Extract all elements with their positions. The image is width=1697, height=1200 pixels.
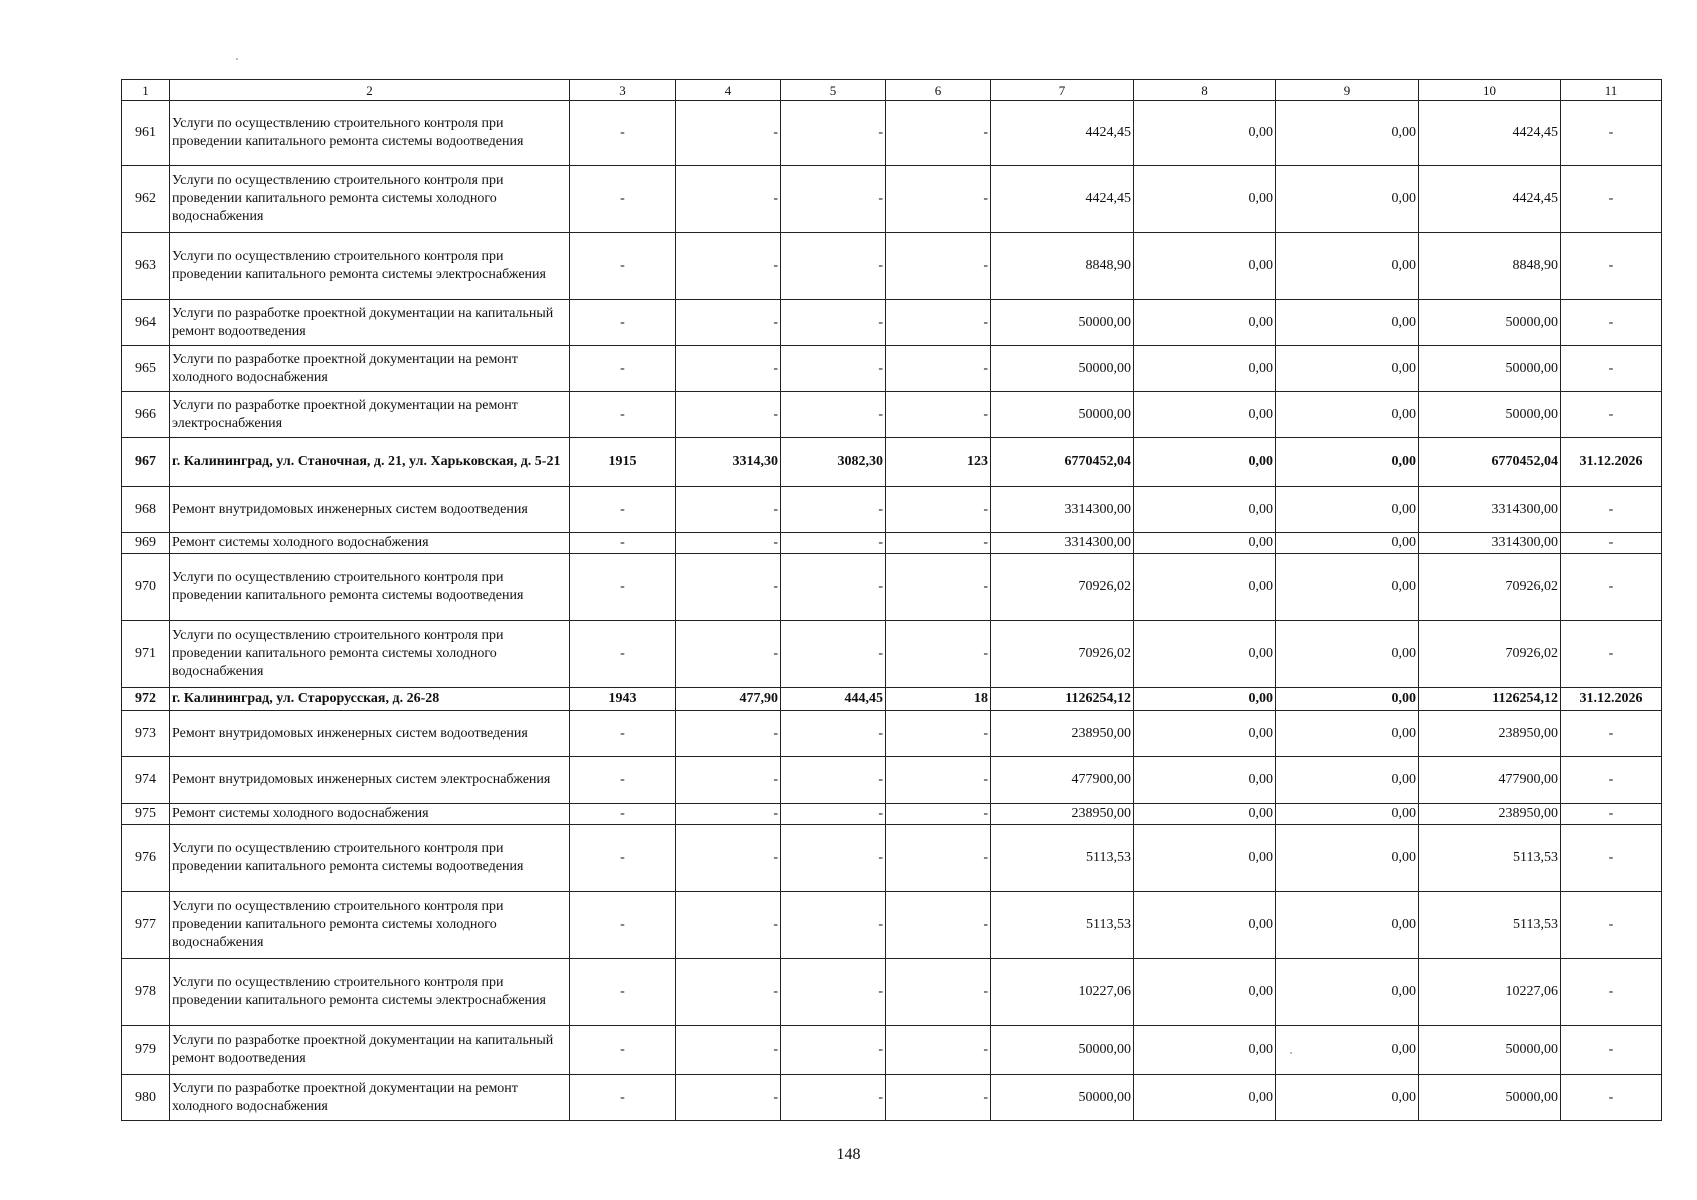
row-number: 965: [122, 346, 170, 392]
cell-col5: -: [781, 101, 886, 166]
cell-col11: -: [1561, 959, 1662, 1026]
row-description: Услуги по разработке проектной документации на капитальный ремонт водоотведения: [170, 300, 570, 346]
cell-col8: 0,00: [1134, 101, 1276, 166]
cell-col5: -: [781, 959, 886, 1026]
row-number: 976: [122, 825, 170, 892]
cell-col3: -: [570, 825, 676, 892]
row-description: Услуги по разработке проектной документации на ремонт холодного водоснабжения: [170, 346, 570, 392]
row-number: 968: [122, 487, 170, 533]
cell-col4: 477,90: [676, 688, 781, 711]
cell-col8: 0,00: [1134, 554, 1276, 621]
cell-col8: 0,00: [1134, 346, 1276, 392]
cell-col10: 238950,00: [1419, 711, 1561, 757]
cell-col10: 238950,00: [1419, 804, 1561, 825]
cell-col9: 0,00: [1276, 1075, 1419, 1121]
row-description: Услуги по осуществлению строительного контроля при проведении капитального ремонта системы водоотведения: [170, 101, 570, 166]
cell-col3: -: [570, 392, 676, 438]
cell-col6: -: [886, 825, 991, 892]
table-row: [122, 346, 1662, 392]
cell-col7: 50000,00: [991, 1026, 1134, 1075]
cell-col9: 0,00: [1276, 101, 1419, 166]
cell-col11: -: [1561, 804, 1662, 825]
cell-col5: 3082,30: [781, 438, 886, 487]
cell-col4: -: [676, 533, 781, 554]
cell-col3: 1943: [570, 688, 676, 711]
table-row: [122, 711, 1662, 757]
column-header-7: 7: [991, 80, 1134, 101]
cell-col7: 4424,45: [991, 166, 1134, 233]
cell-col6: 123: [886, 438, 991, 487]
table-row: [122, 300, 1662, 346]
column-header-5: 5: [781, 80, 886, 101]
table-row: [122, 1026, 1662, 1075]
cell-col10: 50000,00: [1419, 1075, 1561, 1121]
row-number: 975: [122, 804, 170, 825]
row-description: Ремонт внутридомовых инженерных систем водоотведения: [170, 487, 570, 533]
row-description: Услуги по осуществлению строительного контроля при проведении капитального ремонта системы холодного водоснабжения: [170, 166, 570, 233]
cell-col11: -: [1561, 621, 1662, 688]
cell-col6: -: [886, 1026, 991, 1075]
cell-col5: -: [781, 554, 886, 621]
table-row: [122, 621, 1662, 688]
cell-col8: 0,00: [1134, 1026, 1276, 1075]
cell-col5: 444,45: [781, 688, 886, 711]
row-description: Услуги по осуществлению строительного контроля при проведении капитального ремонта системы электроснабжения: [170, 959, 570, 1026]
cell-col8: 0,00: [1134, 892, 1276, 959]
scan-speck: [236, 58, 238, 60]
table-row: [122, 959, 1662, 1026]
cell-col4: -: [676, 1026, 781, 1075]
cell-col3: -: [570, 621, 676, 688]
cell-col3: 1915: [570, 438, 676, 487]
cell-col11: -: [1561, 825, 1662, 892]
cell-col6: -: [886, 554, 991, 621]
row-number: 979: [122, 1026, 170, 1075]
cell-col6: -: [886, 959, 991, 1026]
cell-col8: 0,00: [1134, 959, 1276, 1026]
cell-col3: -: [570, 233, 676, 300]
column-header-3: 3: [570, 80, 676, 101]
cell-col4: -: [676, 233, 781, 300]
cell-col3: -: [570, 346, 676, 392]
cell-col10: 3314300,00: [1419, 487, 1561, 533]
cell-col8: 0,00: [1134, 233, 1276, 300]
cell-col3: -: [570, 554, 676, 621]
cell-col10: 3314300,00: [1419, 533, 1561, 554]
row-description: г. Калининград, ул. Старорусская, д. 26-28: [170, 688, 570, 711]
table-row: [122, 554, 1662, 621]
cell-col11: -: [1561, 711, 1662, 757]
cell-col10: 50000,00: [1419, 300, 1561, 346]
cell-col7: 50000,00: [991, 1075, 1134, 1121]
cell-col6: -: [886, 346, 991, 392]
cell-col3: -: [570, 1075, 676, 1121]
address-row: [122, 438, 1662, 487]
cell-col5: -: [781, 392, 886, 438]
cell-col3: -: [570, 757, 676, 804]
cell-col11: -: [1561, 392, 1662, 438]
cell-col6: 18: [886, 688, 991, 711]
table-row: [122, 166, 1662, 233]
row-number: 971: [122, 621, 170, 688]
cell-col4: -: [676, 300, 781, 346]
cell-col4: -: [676, 804, 781, 825]
cell-col9: 0,00: [1276, 438, 1419, 487]
cell-col4: -: [676, 892, 781, 959]
address-row: [122, 688, 1662, 711]
table-row: [122, 233, 1662, 300]
cell-col7: 50000,00: [991, 392, 1134, 438]
cell-col3: -: [570, 300, 676, 346]
cell-col9: 0,00: [1276, 300, 1419, 346]
cell-col7: 1126254,12: [991, 688, 1134, 711]
cell-col10: 6770452,04: [1419, 438, 1561, 487]
row-description: Ремонт системы холодного водоснабжения: [170, 804, 570, 825]
page-number: 148: [836, 1146, 861, 1163]
cell-col5: -: [781, 533, 886, 554]
cell-col7: 50000,00: [991, 346, 1134, 392]
cell-col7: 238950,00: [991, 711, 1134, 757]
column-header-11: 11: [1561, 80, 1662, 101]
cell-col5: -: [781, 804, 886, 825]
cell-col7: 238950,00: [991, 804, 1134, 825]
table-row: [122, 533, 1662, 554]
cell-col9: 0,00: [1276, 392, 1419, 438]
cell-col3: -: [570, 959, 676, 1026]
cell-col6: -: [886, 533, 991, 554]
cell-col8: 0,00: [1134, 757, 1276, 804]
cell-col3: -: [570, 711, 676, 757]
table-row: [122, 804, 1662, 825]
row-description: Ремонт системы холодного водоснабжения: [170, 533, 570, 554]
cell-col4: -: [676, 757, 781, 804]
cell-col7: 8848,90: [991, 233, 1134, 300]
table-row: [122, 101, 1662, 166]
cell-col6: -: [886, 233, 991, 300]
cell-col11: -: [1561, 101, 1662, 166]
cell-col4: -: [676, 554, 781, 621]
cell-col4: -: [676, 711, 781, 757]
cell-col7: 5113,53: [991, 892, 1134, 959]
cell-col8: 0,00: [1134, 487, 1276, 533]
cell-col10: 70926,02: [1419, 621, 1561, 688]
cell-col9: 0,00: [1276, 804, 1419, 825]
cell-col7: 50000,00: [991, 300, 1134, 346]
cell-col11: -: [1561, 487, 1662, 533]
cell-col8: 0,00: [1134, 392, 1276, 438]
cell-col4: -: [676, 1075, 781, 1121]
table-row: [122, 892, 1662, 959]
column-header-9: 9: [1276, 80, 1419, 101]
cell-col8: 0,00: [1134, 300, 1276, 346]
row-description: Ремонт внутридомовых инженерных систем водоотведения: [170, 711, 570, 757]
cell-col11: -: [1561, 554, 1662, 621]
row-description: Услуги по осуществлению строительного контроля при проведении капитального ремонта системы электроснабжения: [170, 233, 570, 300]
column-header-10: 10: [1419, 80, 1561, 101]
cell-col6: -: [886, 392, 991, 438]
cell-col4: -: [676, 166, 781, 233]
cell-col10: 5113,53: [1419, 892, 1561, 959]
cell-col3: -: [570, 487, 676, 533]
row-number: 966: [122, 392, 170, 438]
cell-col10: 50000,00: [1419, 1026, 1561, 1075]
cell-col7: 3314300,00: [991, 533, 1134, 554]
row-number: 961: [122, 101, 170, 166]
row-description: Ремонт внутридомовых инженерных систем электроснабжения: [170, 757, 570, 804]
column-header-2: 2: [170, 80, 570, 101]
row-description: Услуги по осуществлению строительного контроля при проведении капитального ремонта системы холодного водоснабжения: [170, 892, 570, 959]
cell-col5: -: [781, 757, 886, 804]
table-row: [122, 392, 1662, 438]
cell-col3: -: [570, 101, 676, 166]
cell-col11: 31.12.2026: [1561, 688, 1662, 711]
row-number: 972: [122, 688, 170, 711]
cell-col4: 3314,30: [676, 438, 781, 487]
cell-col11: -: [1561, 300, 1662, 346]
cell-col4: -: [676, 621, 781, 688]
cell-col5: -: [781, 1075, 886, 1121]
cell-col6: -: [886, 166, 991, 233]
row-number: 977: [122, 892, 170, 959]
cell-col4: -: [676, 101, 781, 166]
cell-col3: -: [570, 892, 676, 959]
cell-col9: 0,00: [1276, 554, 1419, 621]
cell-col3: -: [570, 1026, 676, 1075]
cell-col9: 0,00: [1276, 533, 1419, 554]
column-number-header-row: [122, 80, 1662, 101]
column-header-8: 8: [1134, 80, 1276, 101]
cell-col11: -: [1561, 1075, 1662, 1121]
cell-col11: 31.12.2026: [1561, 438, 1662, 487]
cell-col9: 0,00: [1276, 688, 1419, 711]
cell-col9: 0,00: [1276, 621, 1419, 688]
cell-col8: 0,00: [1134, 825, 1276, 892]
table-row: [122, 1075, 1662, 1121]
cell-col9: 0,00: [1276, 1026, 1419, 1075]
cell-col8: 0,00: [1134, 533, 1276, 554]
cell-col6: -: [886, 757, 991, 804]
cell-col8: 0,00: [1134, 621, 1276, 688]
cell-col6: -: [886, 300, 991, 346]
cell-col6: -: [886, 1075, 991, 1121]
cell-col4: -: [676, 959, 781, 1026]
cell-col5: -: [781, 892, 886, 959]
cell-col9: 0,00: [1276, 346, 1419, 392]
table-row: [122, 757, 1662, 804]
cell-col5: -: [781, 346, 886, 392]
cell-col11: -: [1561, 233, 1662, 300]
cell-col7: 70926,02: [991, 621, 1134, 688]
cell-col3: -: [570, 166, 676, 233]
cell-col4: -: [676, 392, 781, 438]
cell-col9: 0,00: [1276, 166, 1419, 233]
cell-col4: -: [676, 825, 781, 892]
row-number: 967: [122, 438, 170, 487]
cell-col5: -: [781, 233, 886, 300]
cell-col9: 0,00: [1276, 892, 1419, 959]
row-number: 963: [122, 233, 170, 300]
row-number: 980: [122, 1075, 170, 1121]
column-header-1: 1: [122, 80, 170, 101]
cell-col3: -: [570, 804, 676, 825]
row-description: Услуги по осуществлению строительного контроля при проведении капитального ремонта системы водоотведения: [170, 554, 570, 621]
row-description: Услуги по осуществлению строительного контроля при проведении капитального ремонта системы водоотведения: [170, 825, 570, 892]
cell-col3: -: [570, 533, 676, 554]
cell-col7: 3314300,00: [991, 487, 1134, 533]
cell-col6: -: [886, 892, 991, 959]
cell-col5: -: [781, 166, 886, 233]
cell-col10: 1126254,12: [1419, 688, 1561, 711]
column-header-6: 6: [886, 80, 991, 101]
cell-col6: -: [886, 101, 991, 166]
cell-col7: 6770452,04: [991, 438, 1134, 487]
cell-col10: 10227,06: [1419, 959, 1561, 1026]
cell-col7: 70926,02: [991, 554, 1134, 621]
cell-col11: -: [1561, 166, 1662, 233]
cell-col10: 70926,02: [1419, 554, 1561, 621]
row-number: 964: [122, 300, 170, 346]
cell-col5: -: [781, 300, 886, 346]
cell-col5: -: [781, 711, 886, 757]
cell-col8: 0,00: [1134, 166, 1276, 233]
cell-col8: 0,00: [1134, 688, 1276, 711]
cell-col5: -: [781, 487, 886, 533]
cell-col10: 477900,00: [1419, 757, 1561, 804]
table-row: [122, 487, 1662, 533]
cell-col7: 5113,53: [991, 825, 1134, 892]
cell-col5: -: [781, 621, 886, 688]
cell-col11: -: [1561, 757, 1662, 804]
cell-col8: 0,00: [1134, 711, 1276, 757]
cell-col4: -: [676, 346, 781, 392]
cell-col6: -: [886, 487, 991, 533]
cell-col11: -: [1561, 533, 1662, 554]
cell-col9: 0,00: [1276, 233, 1419, 300]
cell-col11: -: [1561, 892, 1662, 959]
budget-table: [121, 79, 1662, 1121]
cell-col9: 0,00: [1276, 487, 1419, 533]
cell-col5: -: [781, 1026, 886, 1075]
cell-col10: 50000,00: [1419, 392, 1561, 438]
cell-col7: 477900,00: [991, 757, 1134, 804]
cell-col7: 10227,06: [991, 959, 1134, 1026]
cell-col8: 0,00: [1134, 438, 1276, 487]
column-header-4: 4: [676, 80, 781, 101]
cell-col10: 4424,45: [1419, 166, 1561, 233]
row-description: г. Калининград, ул. Станочная, д. 21, ул. Харьковская, д. 5-21: [170, 438, 570, 487]
cell-col10: 5113,53: [1419, 825, 1561, 892]
cell-col10: 8848,90: [1419, 233, 1561, 300]
cell-col8: 0,00: [1134, 1075, 1276, 1121]
cell-col9: 0,00: [1276, 959, 1419, 1026]
cell-col11: -: [1561, 1026, 1662, 1075]
row-description: Услуги по разработке проектной документации на ремонт холодного водоснабжения: [170, 1075, 570, 1121]
cell-col4: -: [676, 487, 781, 533]
row-number: 970: [122, 554, 170, 621]
cell-col9: 0,00: [1276, 757, 1419, 804]
cell-col9: 0,00: [1276, 825, 1419, 892]
table-row: [122, 825, 1662, 892]
cell-col10: 50000,00: [1419, 346, 1561, 392]
cell-col9: 0,00: [1276, 711, 1419, 757]
cell-col5: -: [781, 825, 886, 892]
row-description: Услуги по осуществлению строительного контроля при проведении капитального ремонта системы холодного водоснабжения: [170, 621, 570, 688]
row-number: 962: [122, 166, 170, 233]
cell-col6: -: [886, 621, 991, 688]
cell-col10: 4424,45: [1419, 101, 1561, 166]
row-number: 974: [122, 757, 170, 804]
row-number: 973: [122, 711, 170, 757]
cell-col8: 0,00: [1134, 804, 1276, 825]
cell-col11: -: [1561, 346, 1662, 392]
row-number: 969: [122, 533, 170, 554]
cell-col7: 4424,45: [991, 101, 1134, 166]
row-description: Услуги по разработке проектной документации на капитальный ремонт водоотведения: [170, 1026, 570, 1075]
cell-col6: -: [886, 711, 991, 757]
cell-col6: -: [886, 804, 991, 825]
row-number: 978: [122, 959, 170, 1026]
row-description: Услуги по разработке проектной документации на ремонт электроснабжения: [170, 392, 570, 438]
